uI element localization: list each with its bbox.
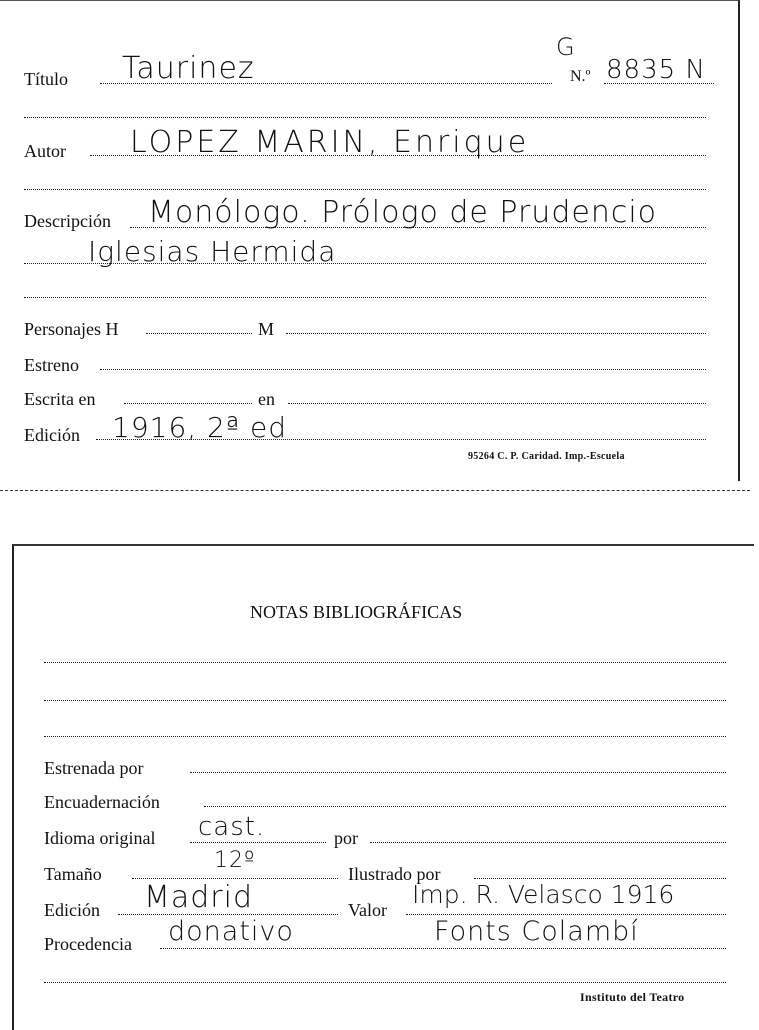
idioma-original-label: Idioma original (44, 828, 156, 848)
edicion-value: 1916, 2ª ed (112, 411, 287, 444)
procedencia-value: donativo (168, 916, 294, 947)
notes-line-3 (44, 736, 726, 737)
ilustrado-por-label: Ilustrado por (348, 864, 441, 884)
valor-label: Valor (348, 900, 387, 920)
edicion-label: Edición (24, 425, 80, 445)
estrenada-por-label: Estrenada por (44, 758, 144, 778)
notes-line-1 (44, 662, 726, 663)
descripcion-value-1: Monólogo. Prólogo de Prudencio (148, 195, 658, 230)
back-edicion-label: Edición (44, 900, 100, 920)
autor-value: LOPEZ MARIN, Enrique (130, 125, 530, 160)
valor-line (406, 914, 726, 915)
blank-line-3 (24, 297, 706, 298)
descripcion-value-2: Iglesias Hermida (88, 235, 337, 268)
idioma-original-value: cast. (198, 812, 266, 842)
escrita-en-label: Escrita en (24, 389, 96, 409)
estreno-label: Estreno (24, 355, 79, 375)
tamano-value: 12º (214, 848, 256, 873)
escrita-en-line-1 (124, 403, 252, 404)
numero-label: N.º (570, 68, 591, 85)
encuadernacion-line (204, 806, 726, 807)
estreno-line (100, 369, 706, 370)
autor-label: Autor (24, 141, 66, 161)
back-edicion-value: Madrid (144, 880, 254, 915)
numero-value: 8835 N (606, 55, 706, 85)
catalog-card-back (12, 544, 754, 1030)
encuadernacion-label: Encuadernación (44, 792, 160, 812)
blank-line-1 (24, 117, 706, 118)
titulo-value: Taurinez (122, 51, 255, 86)
notes-line-2 (44, 700, 726, 701)
personajes-m-line (286, 333, 706, 334)
tamano-line (132, 878, 338, 879)
por-line (370, 842, 726, 843)
valor-value: Imp. R. Velasco 1916 (412, 880, 675, 909)
printer-imprint: 95264 C. P. Caridad. Imp.-Escuela (468, 451, 625, 462)
tamano-label: Tamaño (44, 864, 102, 884)
procedencia-line (160, 948, 726, 949)
bottom-line (44, 982, 726, 983)
cut-line (0, 490, 750, 491)
descripcion-label: Descripción (24, 211, 111, 231)
por-label: por (334, 828, 358, 848)
personajes-h-line (146, 333, 252, 334)
estrenada-por-line (190, 772, 726, 773)
ilustrado-por-line (474, 878, 726, 879)
titulo-label: Título (24, 69, 68, 89)
personajes-label: Personajes H (24, 319, 119, 339)
institution-footer: Instituto del Teatro (580, 990, 685, 1004)
escrita-en-line-2 (288, 403, 706, 404)
escrita-en2-label: en (258, 389, 275, 409)
idioma-original-line (190, 842, 326, 843)
catalog-card-front (0, 0, 740, 481)
blank-line-2 (24, 189, 706, 190)
procedencia-value-2: Fonts Colambí (434, 916, 639, 947)
personajes-m-label: M (258, 319, 275, 339)
numero-prefix: G (556, 33, 576, 61)
notas-heading: NOTAS BIBLIOGRÁFICAS (250, 602, 463, 622)
procedencia-label: Procedencia (44, 934, 132, 954)
